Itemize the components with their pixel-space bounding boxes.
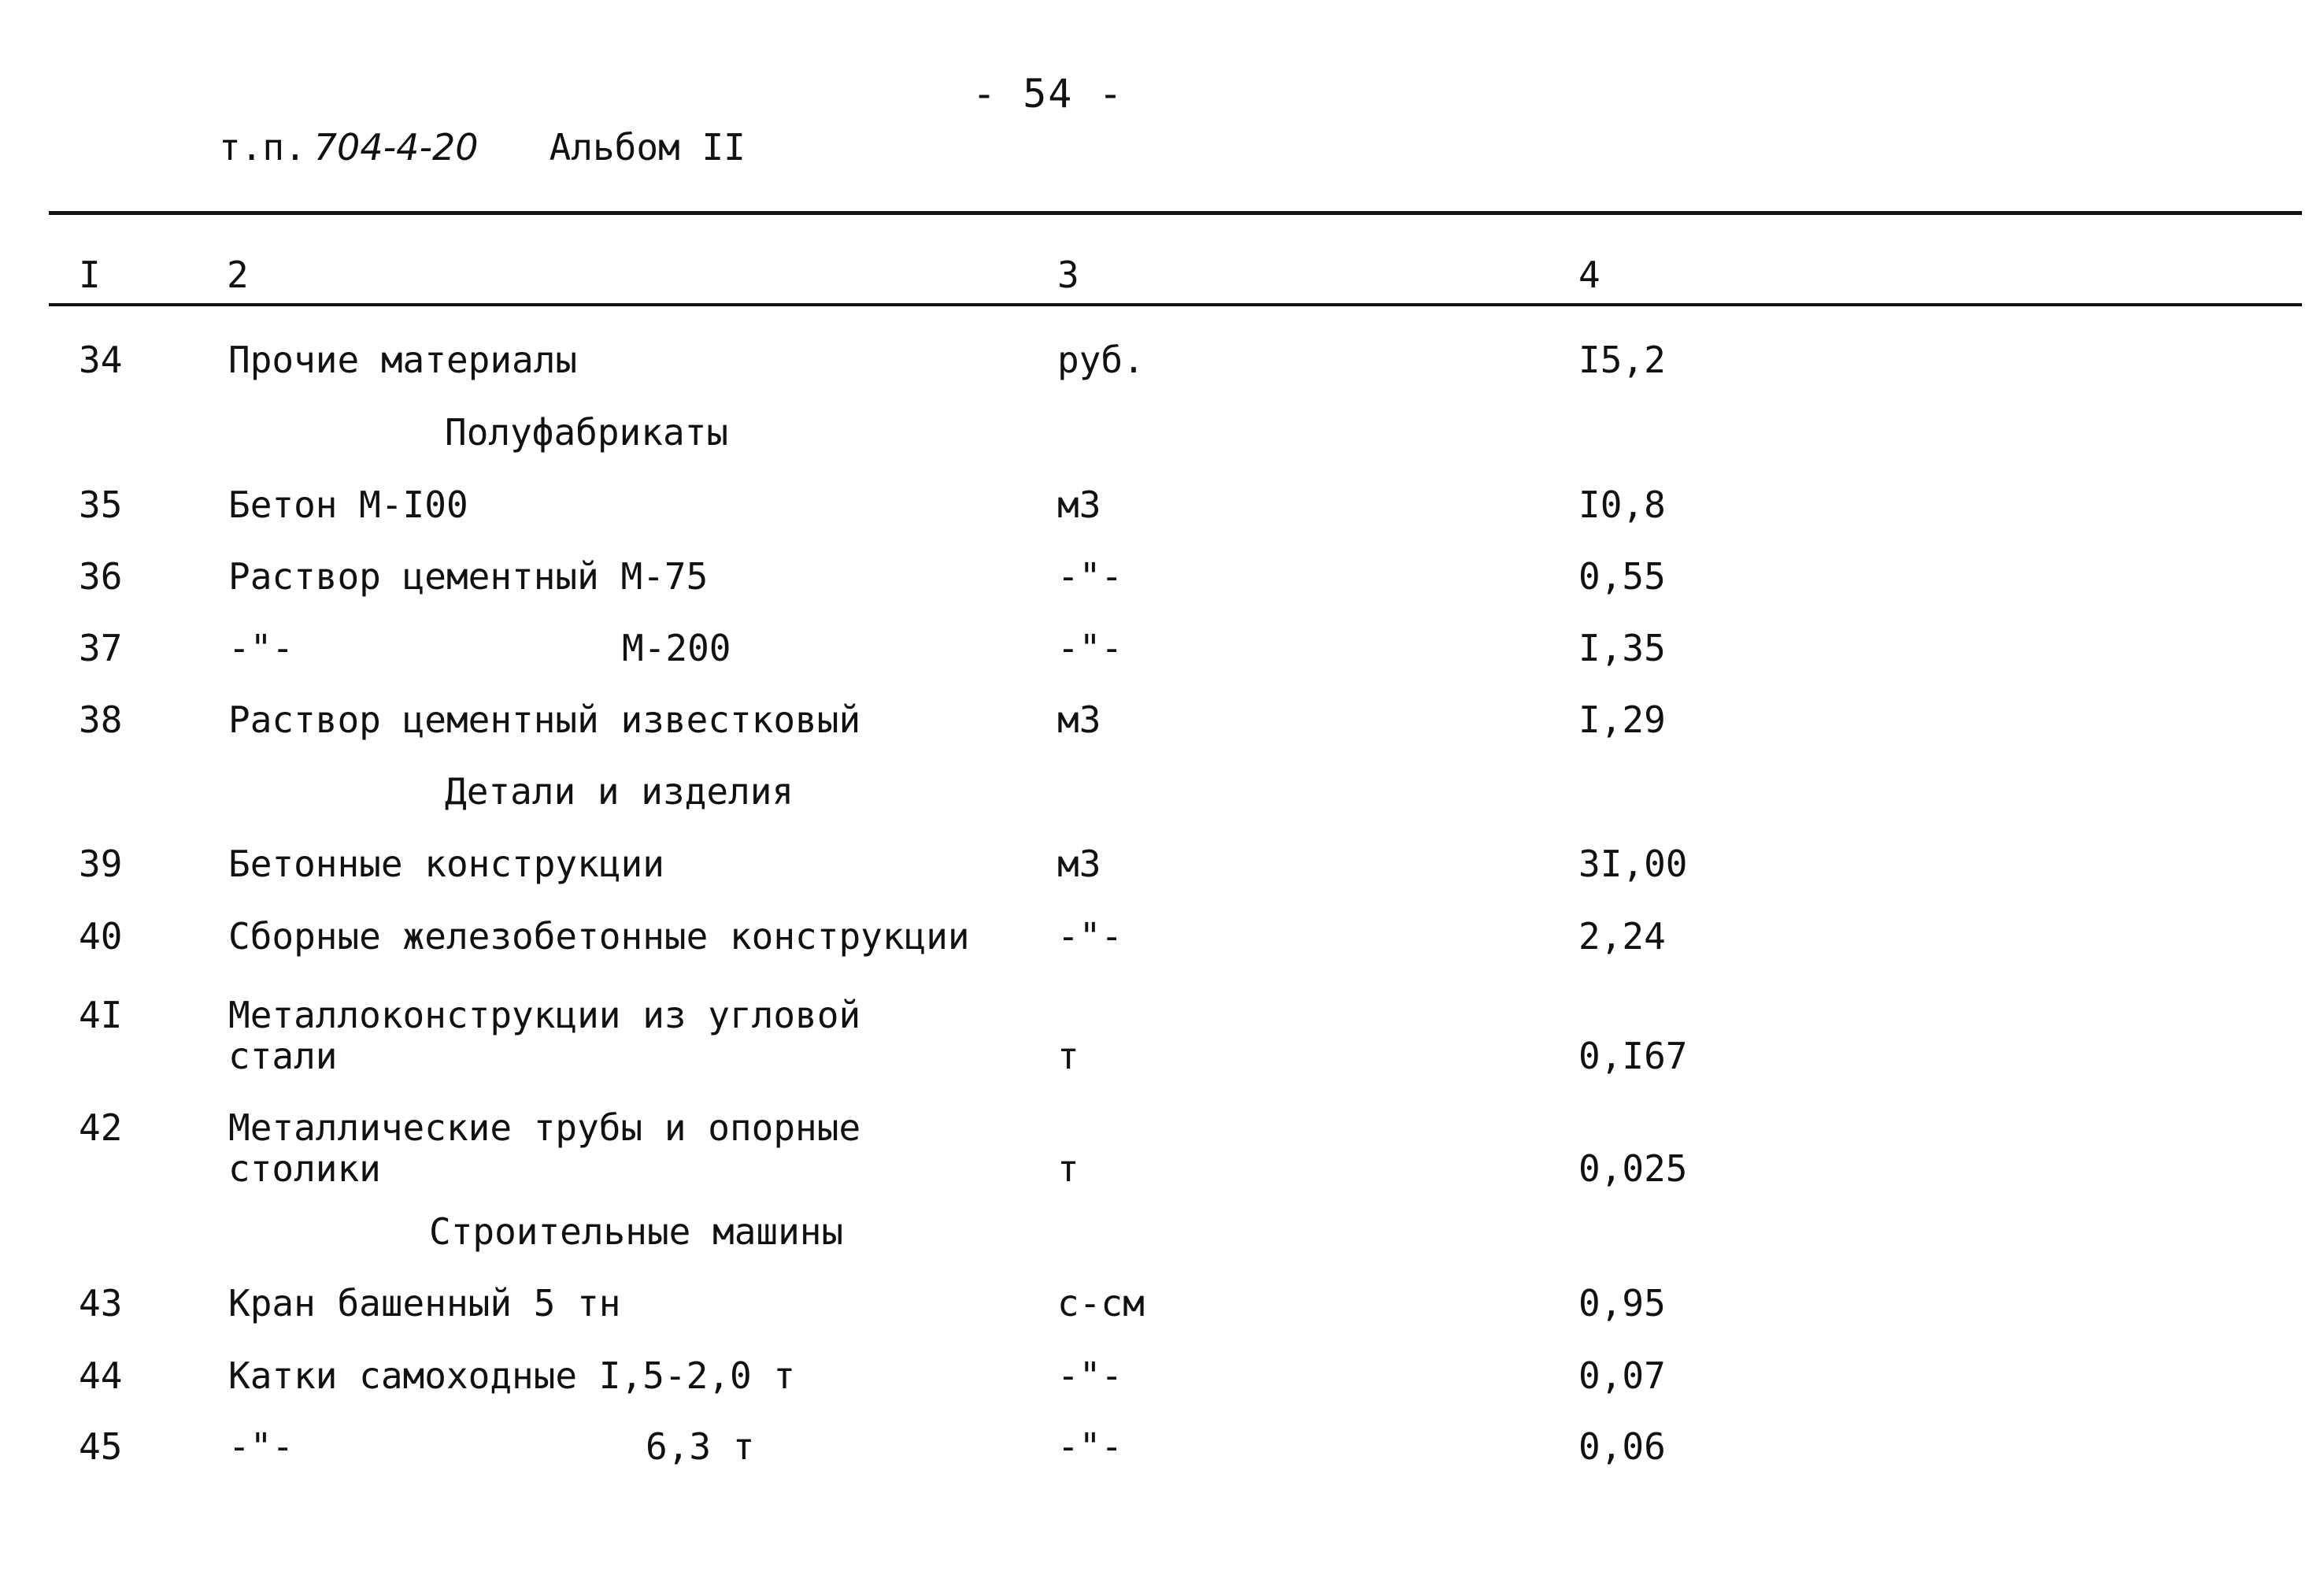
item-value: 0,07 — [1578, 1354, 1666, 1397]
top-rule — [49, 211, 2302, 215]
row-number: 37 — [79, 627, 123, 669]
item-unit: -"- — [1057, 555, 1123, 598]
item-unit: руб. — [1057, 339, 1145, 381]
table-row — [0, 994, 2324, 1080]
header-col-2: 2 — [227, 254, 249, 296]
item-unit: -"- — [1057, 1425, 1123, 1468]
item-value: I,29 — [1578, 698, 1666, 741]
row-number: 39 — [79, 843, 123, 885]
item-name: -"- — [228, 1425, 294, 1468]
item-value: I5,2 — [1578, 339, 1666, 381]
table-row — [0, 483, 2324, 531]
doc-code: 704-4-20 — [313, 126, 479, 169]
item-name: Прочие материалы — [228, 339, 578, 381]
item-unit: -"- — [1057, 1354, 1123, 1397]
table-row — [0, 339, 2324, 386]
header-rule — [49, 303, 2302, 306]
item-name: Бетонные конструкции — [228, 843, 664, 885]
row-number: 34 — [79, 339, 123, 381]
table-row — [0, 1106, 2324, 1193]
table-row — [0, 843, 2324, 890]
table-row — [0, 1354, 2324, 1402]
item-value: 2,24 — [1578, 915, 1666, 958]
item-name-extra: М-200 — [622, 627, 731, 669]
item-value: 0,025 — [1578, 1147, 1688, 1190]
row-number: 40 — [79, 915, 123, 958]
item-unit: м3 — [1057, 843, 1101, 885]
item-value: 0,I67 — [1578, 1035, 1688, 1077]
item-name: -"- — [228, 627, 294, 669]
item-unit: -"- — [1057, 627, 1123, 669]
item-value: 3I,00 — [1578, 843, 1688, 885]
item-name: Металлоконструкции из угловой — [228, 994, 861, 1036]
row-number: 44 — [79, 1354, 123, 1397]
document-reference — [219, 126, 746, 169]
album-label: Альбом II — [549, 126, 746, 169]
row-number: 42 — [79, 1106, 123, 1149]
section-title: Строительные машины — [429, 1210, 844, 1253]
row-number: 35 — [79, 483, 123, 526]
item-name-continued: стали — [228, 1035, 338, 1077]
item-name: Катки самоходные I,5-2,0 т — [228, 1354, 796, 1397]
item-value: I0,8 — [1578, 483, 1666, 526]
item-name-continued: столики — [228, 1147, 381, 1190]
item-unit: т — [1057, 1035, 1079, 1077]
table-row — [0, 915, 2324, 962]
item-value: 0,55 — [1578, 555, 1666, 598]
item-name: Раствор цементный известковый — [228, 698, 861, 741]
row-number: 36 — [79, 555, 123, 598]
header-col-3: 3 — [1057, 254, 1079, 296]
page-number: - 54 - — [972, 71, 1124, 117]
doc-prefix: т.п. — [219, 126, 306, 169]
item-value: 0,06 — [1578, 1425, 1666, 1468]
row-number: 4I — [79, 994, 123, 1036]
section-title: Полуфабрикаты — [445, 411, 729, 454]
item-unit: м3 — [1057, 698, 1101, 741]
table-row — [0, 1425, 2324, 1473]
item-unit: -"- — [1057, 915, 1123, 958]
item-name: Металлические трубы и опорные — [228, 1106, 861, 1149]
item-value: 0,95 — [1578, 1282, 1666, 1325]
table-row — [0, 555, 2324, 602]
row-number: 45 — [79, 1425, 123, 1468]
table-row — [0, 627, 2324, 674]
item-name: Кран башенный 5 тн — [228, 1282, 621, 1325]
item-name: Раствор цементный М-75 — [228, 555, 709, 598]
header-col-4: 4 — [1578, 254, 1601, 296]
item-name: Сборные железобетонные конструкции — [228, 915, 970, 958]
table-row — [0, 1282, 2324, 1329]
item-unit: с-см — [1057, 1282, 1145, 1325]
item-name: Бетон М-I00 — [228, 483, 468, 526]
header-col-1: I — [79, 254, 101, 296]
item-name-extra: 6,3 т — [646, 1425, 755, 1468]
item-value: I,35 — [1578, 627, 1666, 669]
item-unit: т — [1057, 1147, 1079, 1190]
table-row — [0, 698, 2324, 746]
row-number: 43 — [79, 1282, 123, 1325]
row-number: 38 — [79, 698, 123, 741]
item-unit: м3 — [1057, 483, 1101, 526]
section-title: Детали и изделия — [445, 770, 794, 813]
